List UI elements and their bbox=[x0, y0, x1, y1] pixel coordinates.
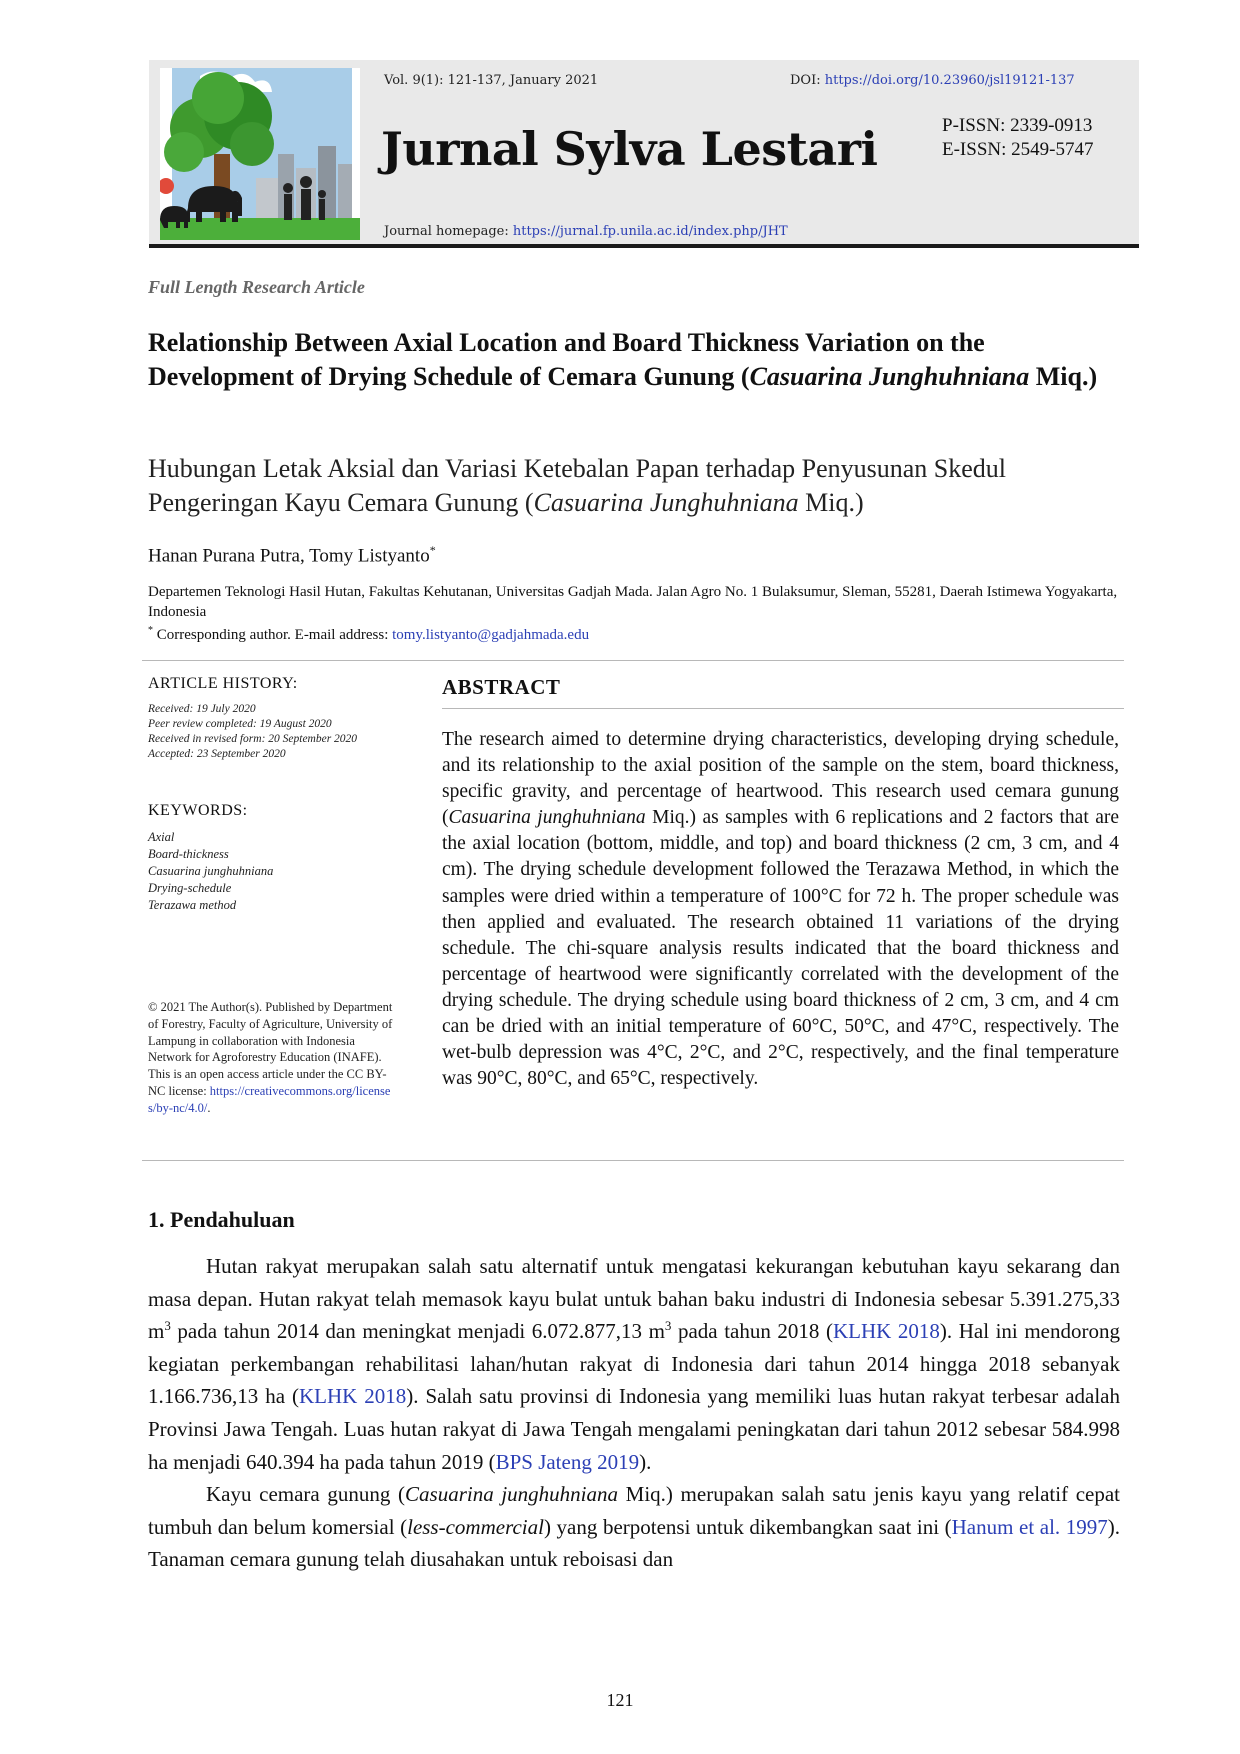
issn-block bbox=[942, 114, 1093, 162]
title-id-part2: Miq.) bbox=[798, 488, 864, 517]
p1-f: ). bbox=[639, 1449, 652, 1474]
abstract-heading: ABSTRACT bbox=[442, 675, 561, 699]
license-link[interactable]: https://creativecommons.org/licenses/by-nc/4.0/ bbox=[148, 1083, 391, 1115]
homepage-link[interactable]: https://jurnal.fp.unila.ac.id/index.php/JHT bbox=[512, 224, 788, 239]
citation-link[interactable]: Hanum et al. 1997 bbox=[951, 1514, 1108, 1539]
divider-top bbox=[142, 660, 1124, 661]
citation-link[interactable]: BPS Jateng 2019 bbox=[495, 1449, 640, 1474]
p1-e: ). Salah satu provinsi di Indonesia yang memiliki luas hutan rakyat terbesar adalah Provinsi Jawa Tengah. Luas hutan rakyat di Jawa Tengah mengalami peningkatan dari tahun 2012 sebesar 584.998 ha menjadi 640.394 ha pada tahun 2019 ( bbox=[148, 1384, 1121, 1474]
article-history bbox=[148, 702, 357, 762]
citation-link[interactable]: KLHK 2018 bbox=[298, 1384, 407, 1409]
p-issn: P-ISSN: 2339-0913 bbox=[942, 115, 1093, 136]
title-en-species: Casuarina Junghuhniana bbox=[749, 362, 1030, 391]
authors-text: Hanan Purana Putra, Tomy Listyanto bbox=[148, 545, 430, 567]
divider-abstract bbox=[442, 708, 1124, 709]
history-accepted: Accepted: 23 September 2020 bbox=[148, 748, 286, 760]
copyright-end: . bbox=[207, 1100, 211, 1115]
journal-homepage bbox=[384, 224, 788, 239]
citation-link[interactable]: KLHK 2018 bbox=[832, 1319, 940, 1344]
article-title-english bbox=[148, 326, 1128, 394]
p1-b: pada tahun 2014 dan meningkat menjadi 6.072.877,13 m bbox=[170, 1319, 665, 1344]
journal-title: Jurnal Sylva Lestari bbox=[381, 122, 878, 176]
paragraph-2 bbox=[148, 1478, 1120, 1576]
p2-species: Casuarina junghuhniana bbox=[405, 1482, 619, 1507]
divider-bottom bbox=[142, 1160, 1124, 1161]
doi-label: DOI: bbox=[790, 73, 825, 88]
p1-sup1: 3 bbox=[164, 1318, 171, 1334]
doi-link[interactable]: https://doi.org/10.23960/jsl19121-137 bbox=[824, 73, 1075, 88]
abstract-species: Casuarina junghuhniana bbox=[448, 807, 646, 829]
authors-mark: * bbox=[429, 543, 436, 557]
article-type: Full Length Research Article bbox=[148, 277, 365, 297]
section-heading-pendahuluan: 1. Pendahuluan bbox=[148, 1207, 295, 1232]
keywords-list bbox=[148, 829, 273, 914]
history-revised: Received in revised form: 20 September 2020 bbox=[148, 733, 358, 745]
abstract-body bbox=[442, 727, 1119, 1092]
keyword-item: Drying-schedule bbox=[148, 881, 232, 895]
title-id-species: Casuarina Junghuhniana bbox=[533, 488, 799, 517]
p2-a: Kayu cemara gunung ( bbox=[206, 1482, 406, 1507]
p1-d: ). Hal ini mendorong kegiatan perkembangan rehabilitasi lahan/hutan rakyat di Indonesia dari tahun 2014 hingga 2018 sebanyak 1.166.736,13 ha ( bbox=[148, 1319, 1120, 1409]
page-number: 121 bbox=[606, 1690, 634, 1710]
p1-c: pada tahun 2018 ( bbox=[671, 1319, 833, 1344]
volume-info: Vol. 9(1): 121-137, January 2021 bbox=[384, 73, 599, 88]
corresponding-mark: * bbox=[148, 625, 153, 636]
keyword-item: Casuarina junghuhniana bbox=[148, 864, 274, 878]
p1-sup2: 3 bbox=[664, 1318, 672, 1334]
abstract-part2: Miq.) as samples with 6 replications and 2 factors that are the axial location (bottom, middle, and top) and board thickness (2 cm, 3 cm, and 4 cm). The drying schedule development followed the Terazawa Method, in which the samples were dried within a temperature of 100°C for 72 h. The proper schedule was then applied and evaluated. The research obtained 11 variations of the drying schedule. The chi-square analysis results indicated that the board thickness and percentage of heartwood were significantly correlated with the development of the drying schedule. The drying schedule using board thickness of 2 cm, 3 cm, and 4 cm can be dried with an initial temperature of 60°C, 50°C, and 47°C, respectively. The wet-bulb depression was 4°C, 2°C, and 2°C, respectively, and the final temperature was 90°C, 80°C, and 65°C, respectively. bbox=[442, 807, 1119, 1090]
corresponding-author bbox=[148, 625, 589, 644]
p2-b: Miq.) merupakan salah satu jenis kayu yang relatif cepat tumbuh dan belum komersial ( bbox=[148, 1482, 1121, 1539]
history-received: Received: 19 July 2020 bbox=[148, 703, 256, 715]
p2-c: ) yang berpotensi untuk dikembangkan saat ini ( bbox=[543, 1514, 952, 1539]
p1-a: Hutan rakyat merupakan salah satu alternatif untuk mengatasi kekurangan kebutuhan kayu sekarang dan masa depan. Hutan rakyat telah memasok kayu bulat untuk bahan baku industri di Indonesia sebesar 5.391.275,33 m bbox=[148, 1254, 1120, 1344]
article-history-heading: ARTICLE HISTORY: bbox=[148, 675, 298, 692]
corresponding-label: Corresponding author. E-mail address: bbox=[153, 627, 393, 643]
copyright-text: © 2021 The Author(s). Published by Department of Forestry, Faculty of Agriculture, University of Lampung in collaboration with Indonesia Network for Agroforestry Education (INAFE). This is an open access article under the CC BY-NC license: bbox=[148, 1000, 393, 1098]
keyword-item: Board-thickness bbox=[148, 847, 229, 861]
homepage-label: Journal homepage: bbox=[384, 224, 513, 239]
title-en-part1: Relationship Between Axial Location and Board Thickness Variation on the Development of Drying Schedule of Cemara Gunung ( bbox=[148, 328, 985, 391]
affiliation: Departemen Teknologi Hasil Hutan, Fakultas Kehutanan, Universitas Gadjah Mada. Jalan Agro No. 1 Bulaksumur, Sleman, 55281, Daerah Istimewa Yogyakarta, Indonesia bbox=[148, 584, 1118, 620]
section-body bbox=[148, 1250, 1120, 1576]
doi-info bbox=[790, 73, 1075, 88]
keyword-item: Terazawa method bbox=[148, 898, 237, 912]
article-title-indonesian bbox=[148, 452, 1128, 520]
keywords-heading: KEYWORDS: bbox=[148, 802, 248, 819]
title-en-part2: Miq.) bbox=[1029, 362, 1098, 391]
copyright-notice bbox=[148, 999, 398, 1117]
history-peer-review: Peer review completed: 19 August 2020 bbox=[148, 718, 332, 730]
author-list bbox=[148, 543, 436, 567]
p2-term: less-commercial bbox=[407, 1514, 544, 1539]
journal-logo bbox=[160, 68, 360, 240]
keyword-item: Axial bbox=[148, 830, 175, 844]
e-issn: E-ISSN: 2549-5747 bbox=[942, 139, 1094, 160]
paragraph-1 bbox=[148, 1250, 1120, 1478]
p2-d: ). Tanaman cemara gunung telah diusahakan untuk reboisasi dan bbox=[148, 1514, 1120, 1572]
corresponding-email-link[interactable]: tomy.listyanto@gadjahmada.edu bbox=[392, 627, 590, 643]
title-id-part1: Hubungan Letak Aksial dan Variasi Ketebalan Papan terhadap Penyusunan Skedul Pengeringan Kayu Cemara Gunung ( bbox=[148, 454, 1007, 517]
abstract-part1: The research aimed to determine drying characteristics, developing drying schedule, and its relationship to the axial position of the sample on the stem, board thickness, specific gravity, and percentage of heartwood. This research used cemara gunung ( bbox=[442, 729, 1119, 829]
